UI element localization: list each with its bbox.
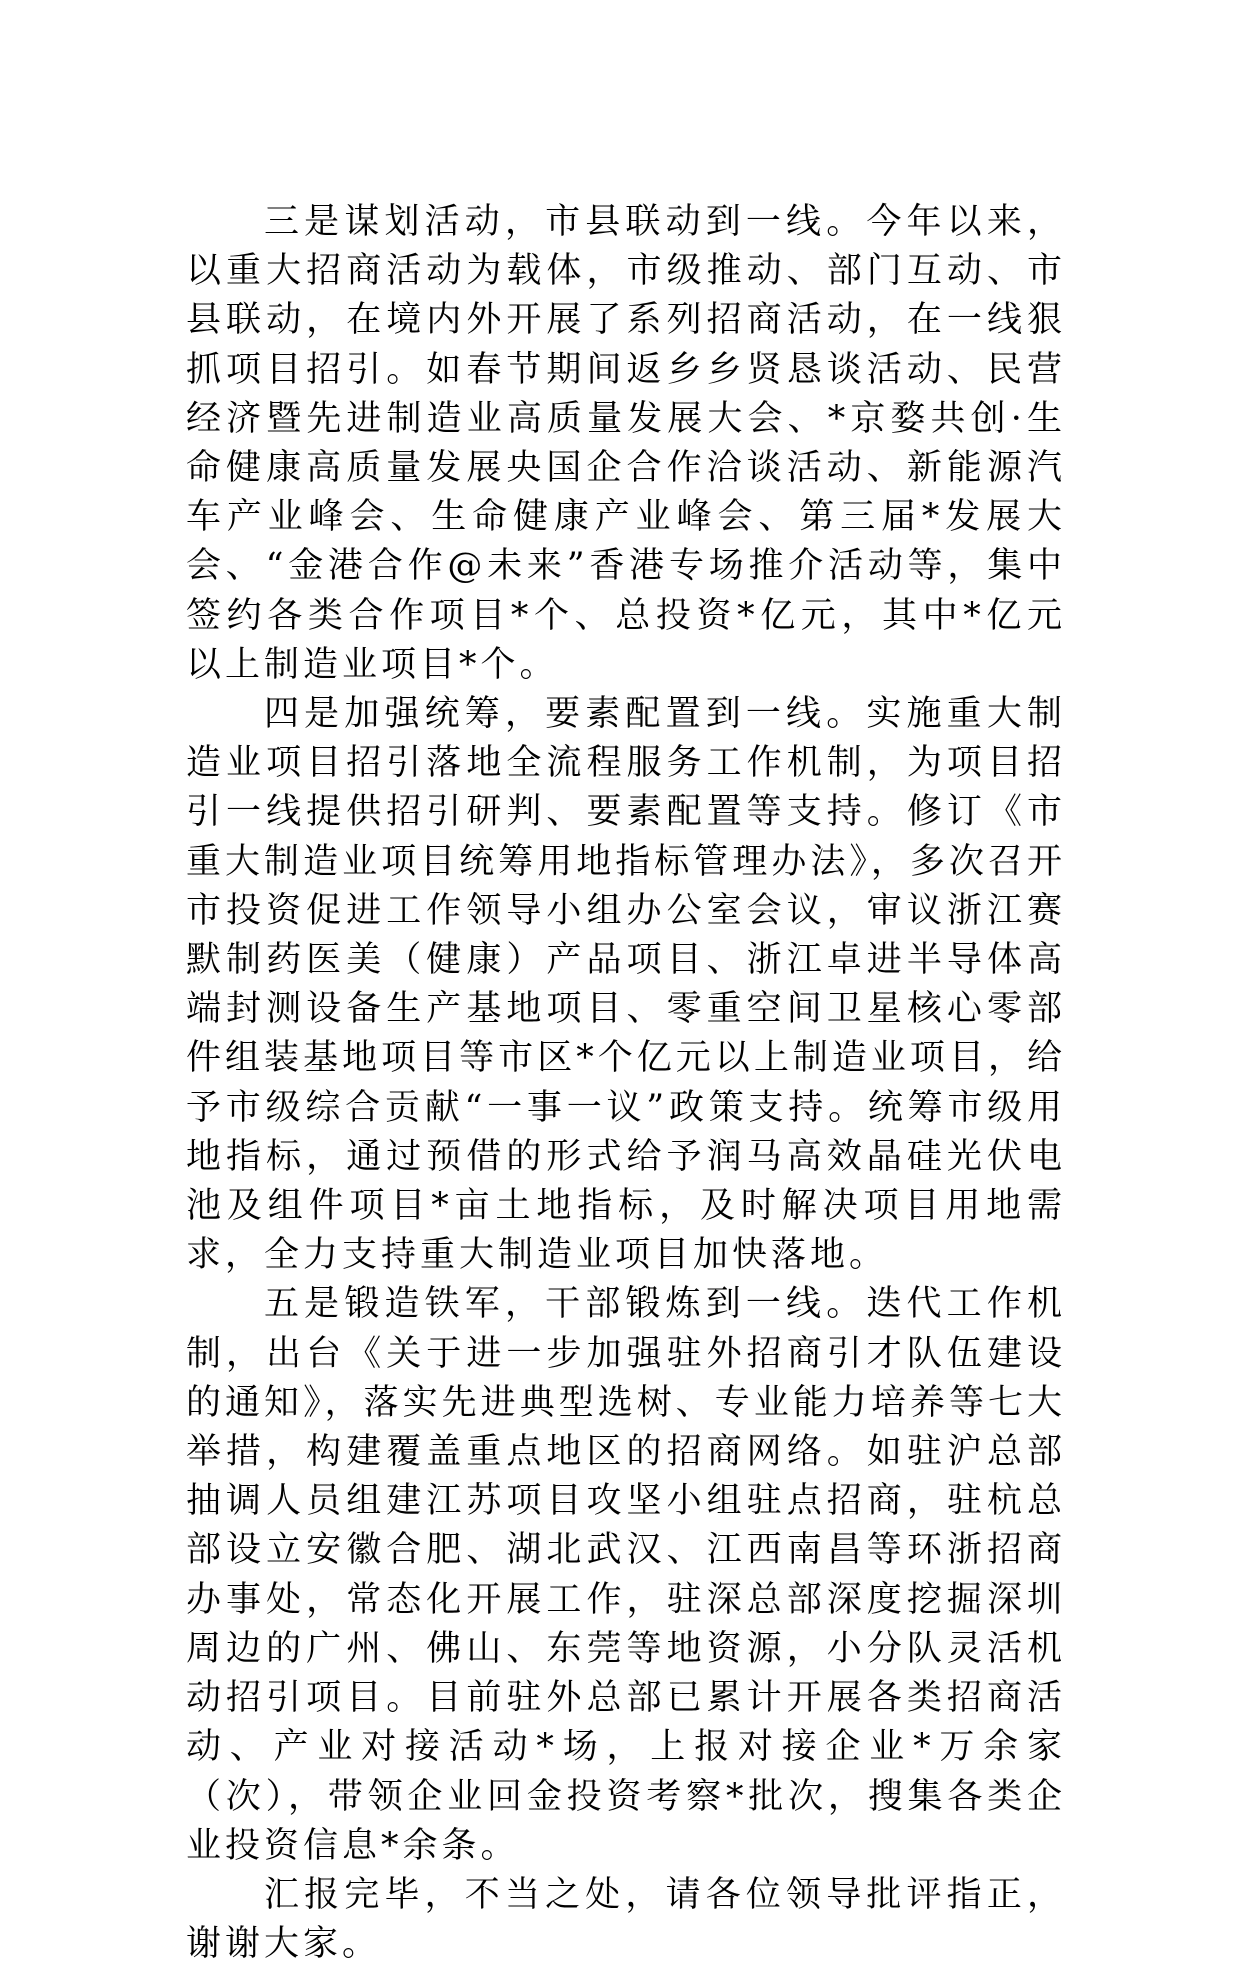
paragraph-closing: 汇报完毕，不当之处，请各位领导批评指正，谢谢大家。	[186, 1874, 1066, 1965]
paragraph-coordination: 四是加强统筹，要素配置到一线。实施重大制造业项目招引落地全流程服务工作机制，为项目招引一线提供招引研判、要素配置等支持。修订《市重大制造业项目统筹用地指标管理办法》，多次召开市投资促进工作领导小组办公室会议，审议浙江赛默制药医美（健康）产品项目、浙江卓进半导体高端封测设备生产基地项目、零重空间卫星核心零部件组装基地项目等市区*个亿元以上制造业项目，给予市级综合贡献“一事一议”政策支持。统筹市级用地指标，通过预借的形式给予润马高效晶硅光伏电池及组件项目*亩土地指标，及时解决项目用地需求，全力支持重大制造业项目加快落地。	[186, 694, 1066, 1276]
document-body	[186, 198, 1066, 1969]
paragraph-cadres: 五是锻造铁军，干部锻炼到一线。迭代工作机制，出台《关于进一步加强驻外招商引才队伍建设的通知》，落实先进典型选树、专业能力培养等七大举措，构建覆盖重点地区的招商网络。如驻沪总部抽调人员组建江苏项目攻坚小组驻点招商，驻杭总部设立安徽合肥、湖北武汉、江西南昌等环浙招商办事处，常态化开展工作，驻深总部深度挖掘深圳周边的广州、佛山、东莞等地资源，小分队灵活机动招引项目。目前驻外总部已累计开展各类招商活动、产业对接活动*场，上报对接企业*万余家（次），带领企业回金投资考察*批次，搜集各类企业投资信息*余条。	[186, 1284, 1066, 1866]
paragraph-activities: 三是谋划活动，市县联动到一线。今年以来，以重大招商活动为载体，市级推动、部门互动、市县联动，在境内外开展了系列招商活动，在一线狠抓项目招引。如春节期间返乡乡贤恳谈活动、民营经济暨先进制造业高质量发展大会、*京婺共创·生命健康高质量发展央国企合作洽谈活动、新能源汽车产业峰会、生命健康产业峰会、第三届*发展大会、“金港合作@未来”香港专场推介活动等，集中签约各类合作项目*个、总投资*亿元，其中*亿元以上制造业项目*个。	[186, 202, 1066, 685]
